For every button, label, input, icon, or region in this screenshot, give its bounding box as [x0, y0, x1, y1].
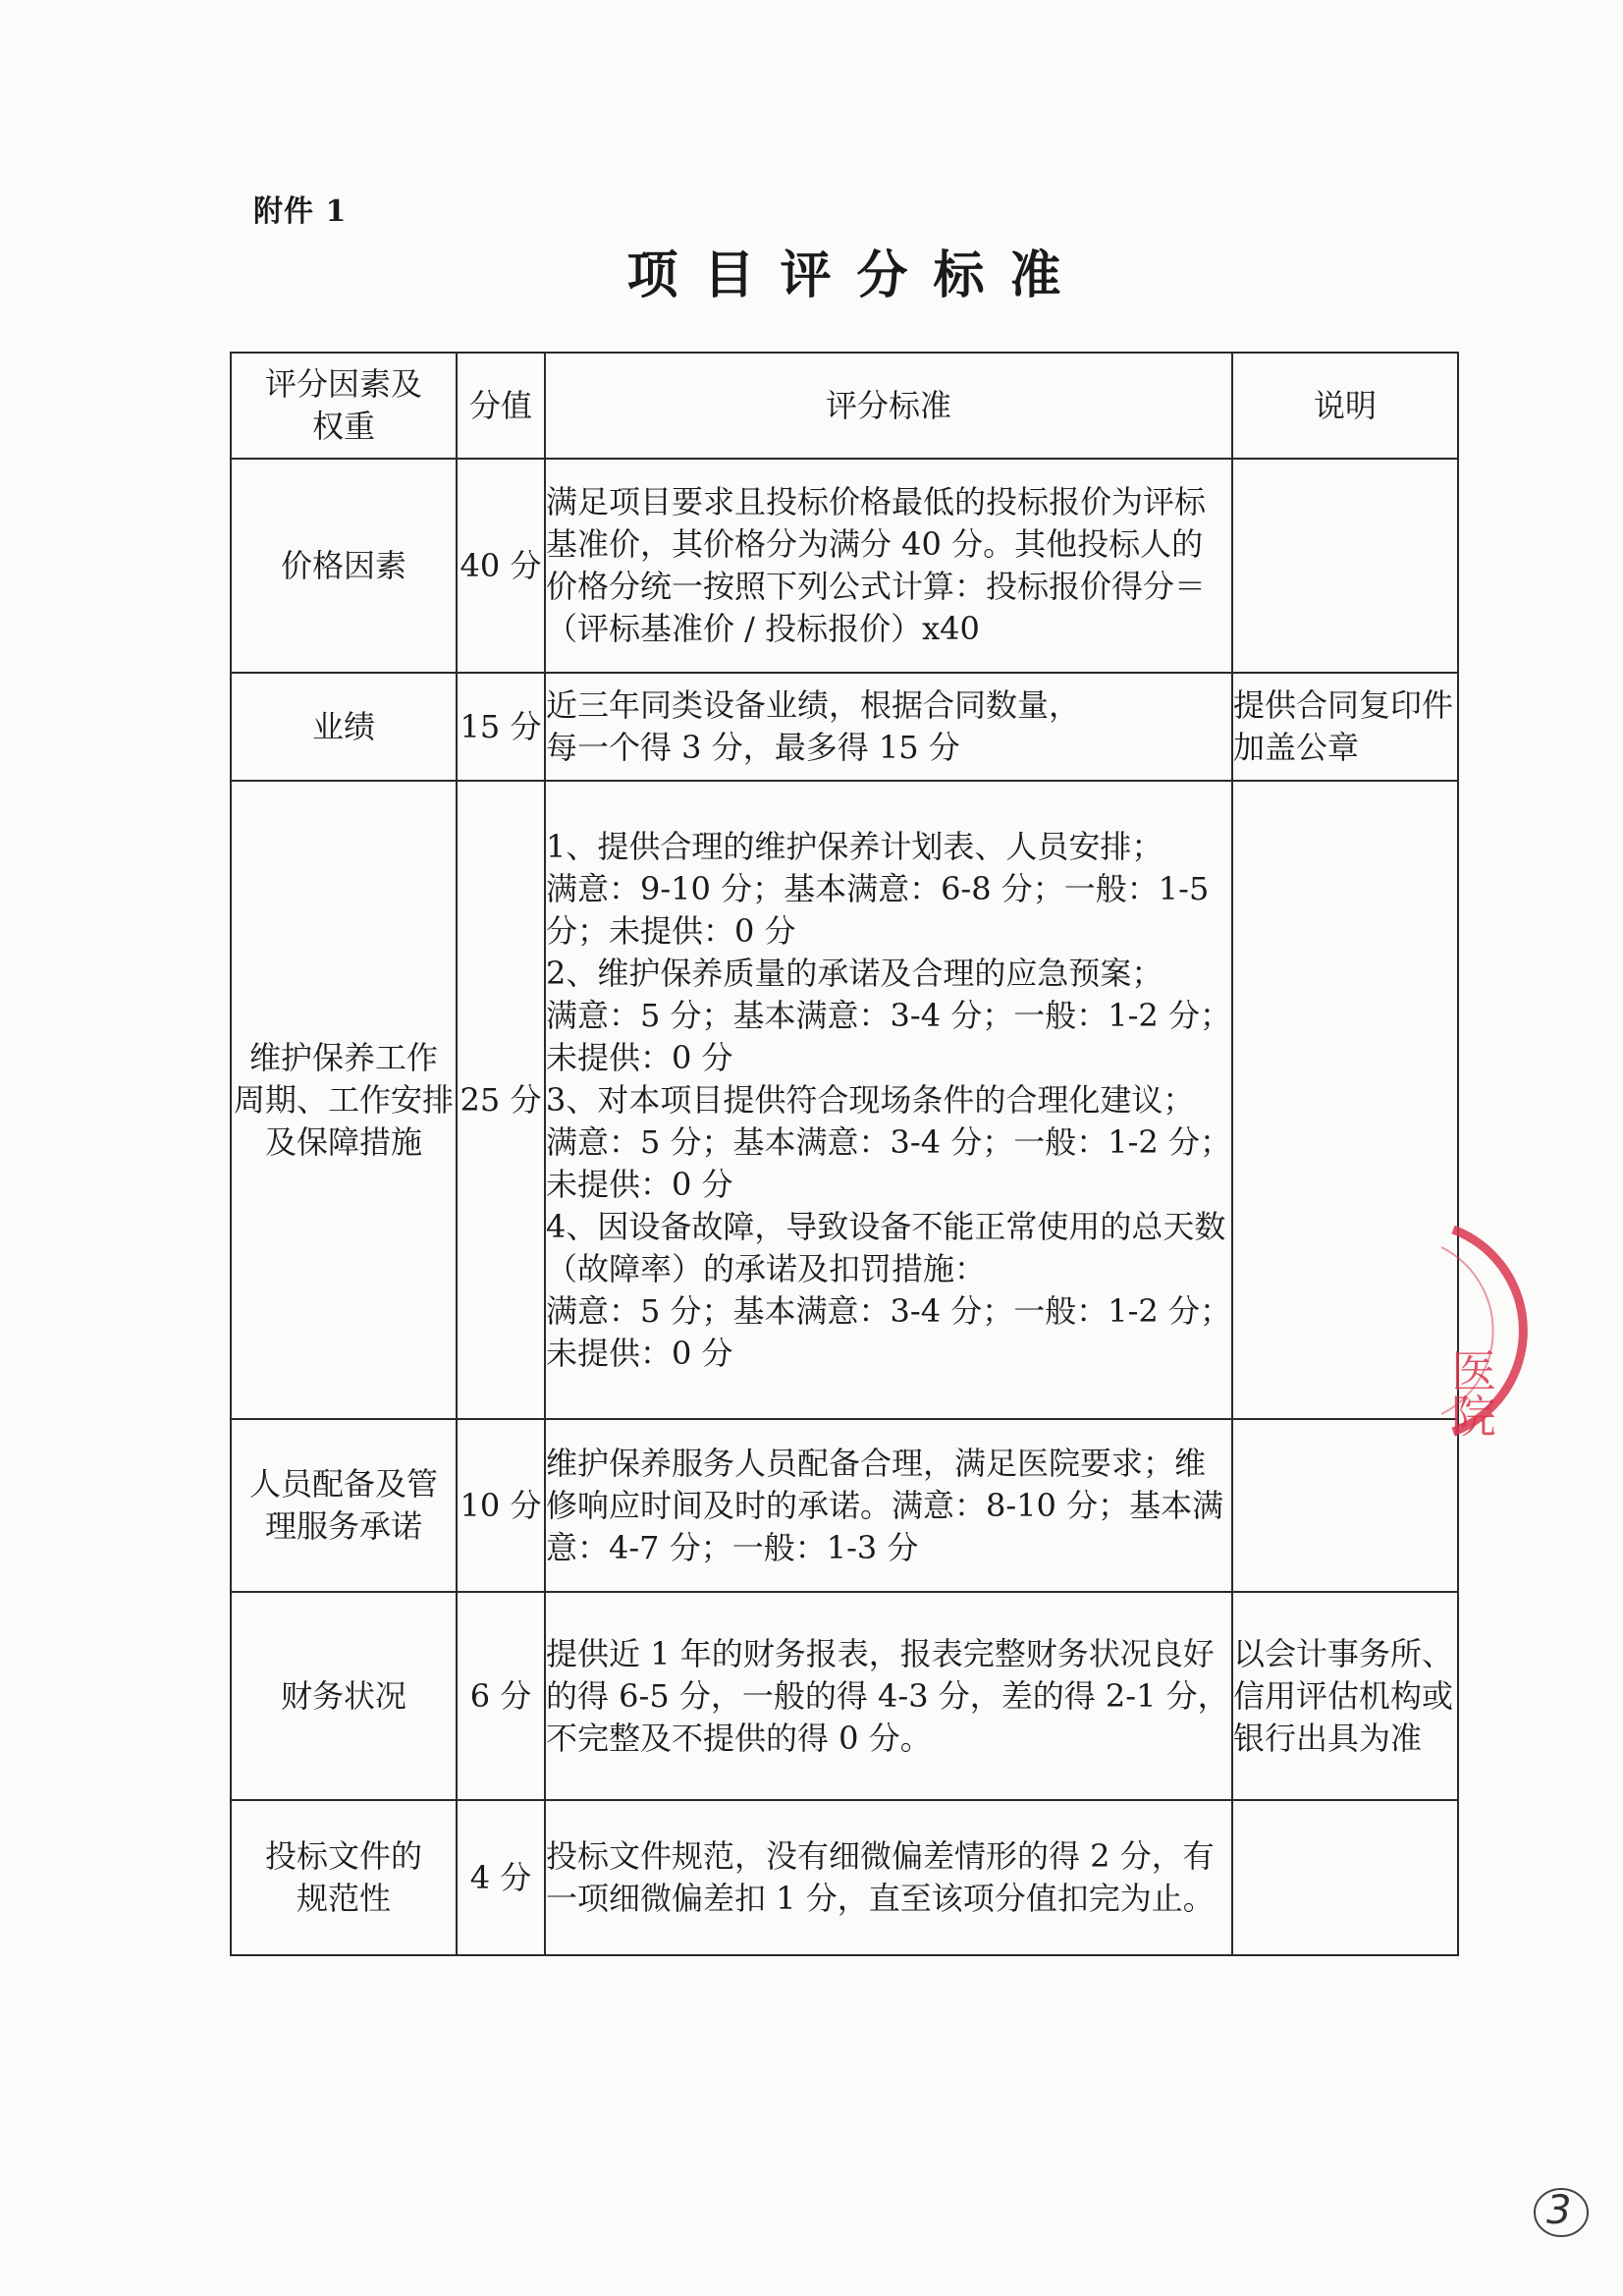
- score-cell: 15 分: [457, 673, 545, 781]
- score-cell: 10 分: [457, 1419, 545, 1592]
- criteria-line: 提供近 1 年的财务报表，报表完整财务状况良好的得 6-5 分，一般的得 4-3 分，差的得 2-1 分，不完整及不提供的得 0 分。: [546, 1634, 1229, 1757]
- factor-cell: [231, 1800, 457, 1955]
- table-row: [231, 673, 1458, 781]
- factor-line: 价格因素: [280, 546, 406, 584]
- score-cell: 4 分: [457, 1800, 545, 1955]
- document-title: 项目评分标准: [626, 246, 1087, 305]
- criteria-cell: [545, 1800, 1232, 1955]
- criteria-line: 满意：5 分；基本满意：3-4 分；一般：1-2 分；未提供：0 分: [546, 1291, 1231, 1372]
- criteria-line: 维护保养服务人员配备合理，满足医院要求；维修响应时间及时的承诺。满意：8-10 分；基本满意：4-7 分；一般：1-3 分: [546, 1444, 1224, 1566]
- criteria-line: 2、维护保养质量的承诺及合理的应急预案；: [546, 954, 1163, 992]
- factor-line: 维护保养工作: [248, 1038, 438, 1076]
- table-header-row: [231, 353, 1458, 459]
- criteria-line: 1、提供合理的维护保养计划表、人员安排；: [546, 827, 1163, 865]
- note-cell: [1232, 1800, 1458, 1955]
- header-score: 分值: [457, 353, 545, 459]
- factor-line: 理服务承诺: [264, 1507, 422, 1545]
- note-cell: 以会计事务所、信用评估机构或银行出具为准: [1232, 1592, 1458, 1800]
- criteria-line: 满意：5 分；基本满意：3-4 分；一般：1-2 分；未提供：0 分: [546, 1122, 1231, 1203]
- factor-line: 业绩: [311, 707, 375, 745]
- criteria-line: 4、因设备故障，导致设备不能正常使用的总天数（故障率）的承诺及扣罚措施：: [546, 1207, 1226, 1287]
- factor-cell: [231, 1592, 457, 1800]
- note-cell: 提供合同复印件加盖公章: [1232, 673, 1458, 781]
- header-note: 说明: [1232, 353, 1458, 459]
- header-criteria: 评分标准: [545, 353, 1232, 459]
- factor-cell: [231, 459, 457, 673]
- factor-cell: [231, 673, 457, 781]
- score-cell: 40 分: [457, 459, 545, 673]
- criteria-cell: [545, 1419, 1232, 1592]
- factor-cell: [231, 1419, 457, 1592]
- factor-cell: [231, 781, 457, 1419]
- attachment-label: 附件 1: [253, 194, 348, 229]
- note-cell: [1232, 1419, 1458, 1592]
- criteria-cell: [545, 673, 1232, 781]
- criteria-cell: [545, 459, 1232, 673]
- seal-text: 医院: [1444, 1347, 1497, 1438]
- criteria-line: 每一个得 3 分，最多得 15 分: [546, 729, 960, 766]
- factor-line: 周期、工作安排: [233, 1080, 454, 1119]
- table-row: [231, 1800, 1458, 1955]
- table-row: [231, 1419, 1458, 1592]
- table-row: [231, 781, 1458, 1419]
- criteria-line: 满意：9-10 分；基本满意：6-8 分；一般：1-5 分；未提供：0 分: [546, 869, 1210, 950]
- note-cell: [1232, 459, 1458, 673]
- page-number: 3: [1546, 2188, 1572, 2233]
- criteria-line: 投标文件规范，没有细微偏差情形的得 2 分，有一项细微偏差扣 1 分，直至该项分值扣完为止。: [546, 1837, 1215, 1917]
- table-row: [231, 459, 1458, 673]
- criteria-line: 3、对本项目提供符合现场条件的合理化建议；: [546, 1080, 1195, 1119]
- score-cell: 25 分: [457, 781, 545, 1419]
- criteria-line: 近三年同类设备业绩，根据合同数量，: [546, 686, 1081, 724]
- factor-line: 及保障措施: [264, 1122, 422, 1161]
- score-cell: 6 分: [457, 1592, 545, 1800]
- factor-line: 人员配备及管: [248, 1465, 438, 1503]
- criteria-cell: [545, 781, 1232, 1419]
- factor-line: 规范性: [296, 1880, 391, 1917]
- criteria-line: 满足项目要求且投标价格最低的投标报价为评标基准价，其价格分为满分 40 分。其他投标人的价格分统一按照下列公式计算：投标报价得分＝（评标基准价 / 投标报价）x40: [546, 483, 1207, 647]
- factor-line: 财务状况: [280, 1676, 406, 1715]
- factor-line: 投标文件的: [264, 1837, 422, 1875]
- criteria-cell: [545, 1592, 1232, 1800]
- table-row: [231, 1592, 1458, 1800]
- header-factor-line: 权重: [311, 408, 375, 445]
- header-factor-line: 评分因素及: [264, 365, 422, 403]
- scoring-table: [230, 352, 1459, 1956]
- header-factor: [231, 353, 457, 459]
- note-cell: [1232, 781, 1458, 1419]
- criteria-line: 满意：5 分；基本满意：3-4 分；一般：1-2 分；未提供：0 分: [546, 996, 1231, 1076]
